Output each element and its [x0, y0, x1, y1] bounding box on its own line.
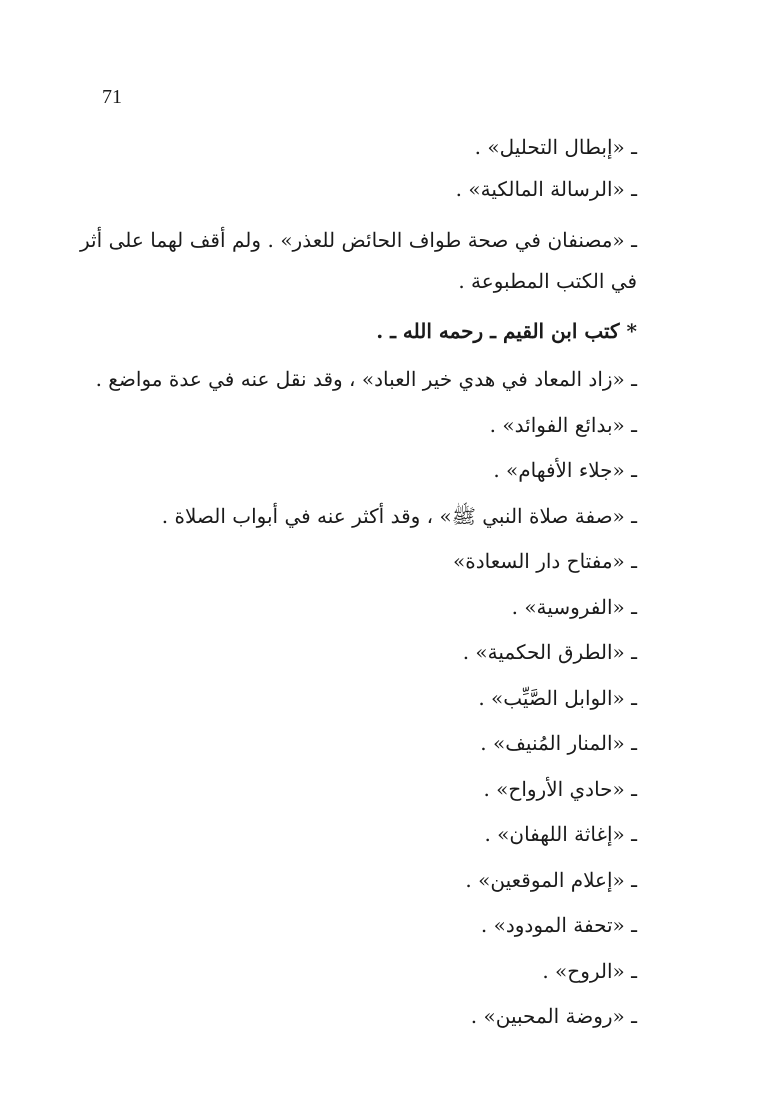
text-line: ـ «الرسالة المالكية» .	[455, 177, 637, 201]
page-number: 71	[102, 86, 122, 108]
text-line: ـ «صفة صلاة النبي ﷺ» ، وقد أكثر عنه في أبواب الصلاة .	[161, 504, 637, 528]
text-line: ـ «الروح» .	[542, 959, 637, 983]
text-line: ـ «روضة المحبين» .	[470, 1004, 637, 1028]
text-line: ـ «حادي الأرواح» .	[483, 777, 637, 801]
text-line: ـ «مصنفان في صحة طواف الحائض للعذر» . ولم أقف لهما على أثر	[80, 228, 637, 252]
text-line: ـ «إعلام الموقعين» .	[465, 868, 637, 892]
text-line: ـ «زاد المعاد في هدي خير العباد» ، وقد نقل عنه في عدة مواضع .	[95, 367, 637, 391]
text-line: ـ «إبطال التحليل» .	[474, 135, 637, 159]
text-line: ـ «المنار المُنيف» .	[480, 731, 637, 755]
text-line: ـ «إغاثة اللهفان» .	[484, 822, 637, 846]
text-line: ـ «جلاء الأفهام» .	[493, 458, 637, 482]
text-line: ـ «بدائع الفوائد» .	[489, 413, 637, 437]
section-heading: * كتب ابن القيم ـ رحمه الله ـ .	[376, 319, 637, 343]
text-line: في الكتب المطبوعة .	[458, 269, 637, 293]
text-line: ـ «الوابل الصَّيِّب» .	[478, 686, 637, 710]
text-line: ـ «الفروسية» .	[511, 595, 637, 619]
text-line: ـ «الطرق الحكمية» .	[462, 640, 637, 664]
text-line: ـ «تحفة المودود» .	[480, 913, 637, 937]
text-line: ـ «مفتاح دار السعادة»	[452, 549, 637, 573]
